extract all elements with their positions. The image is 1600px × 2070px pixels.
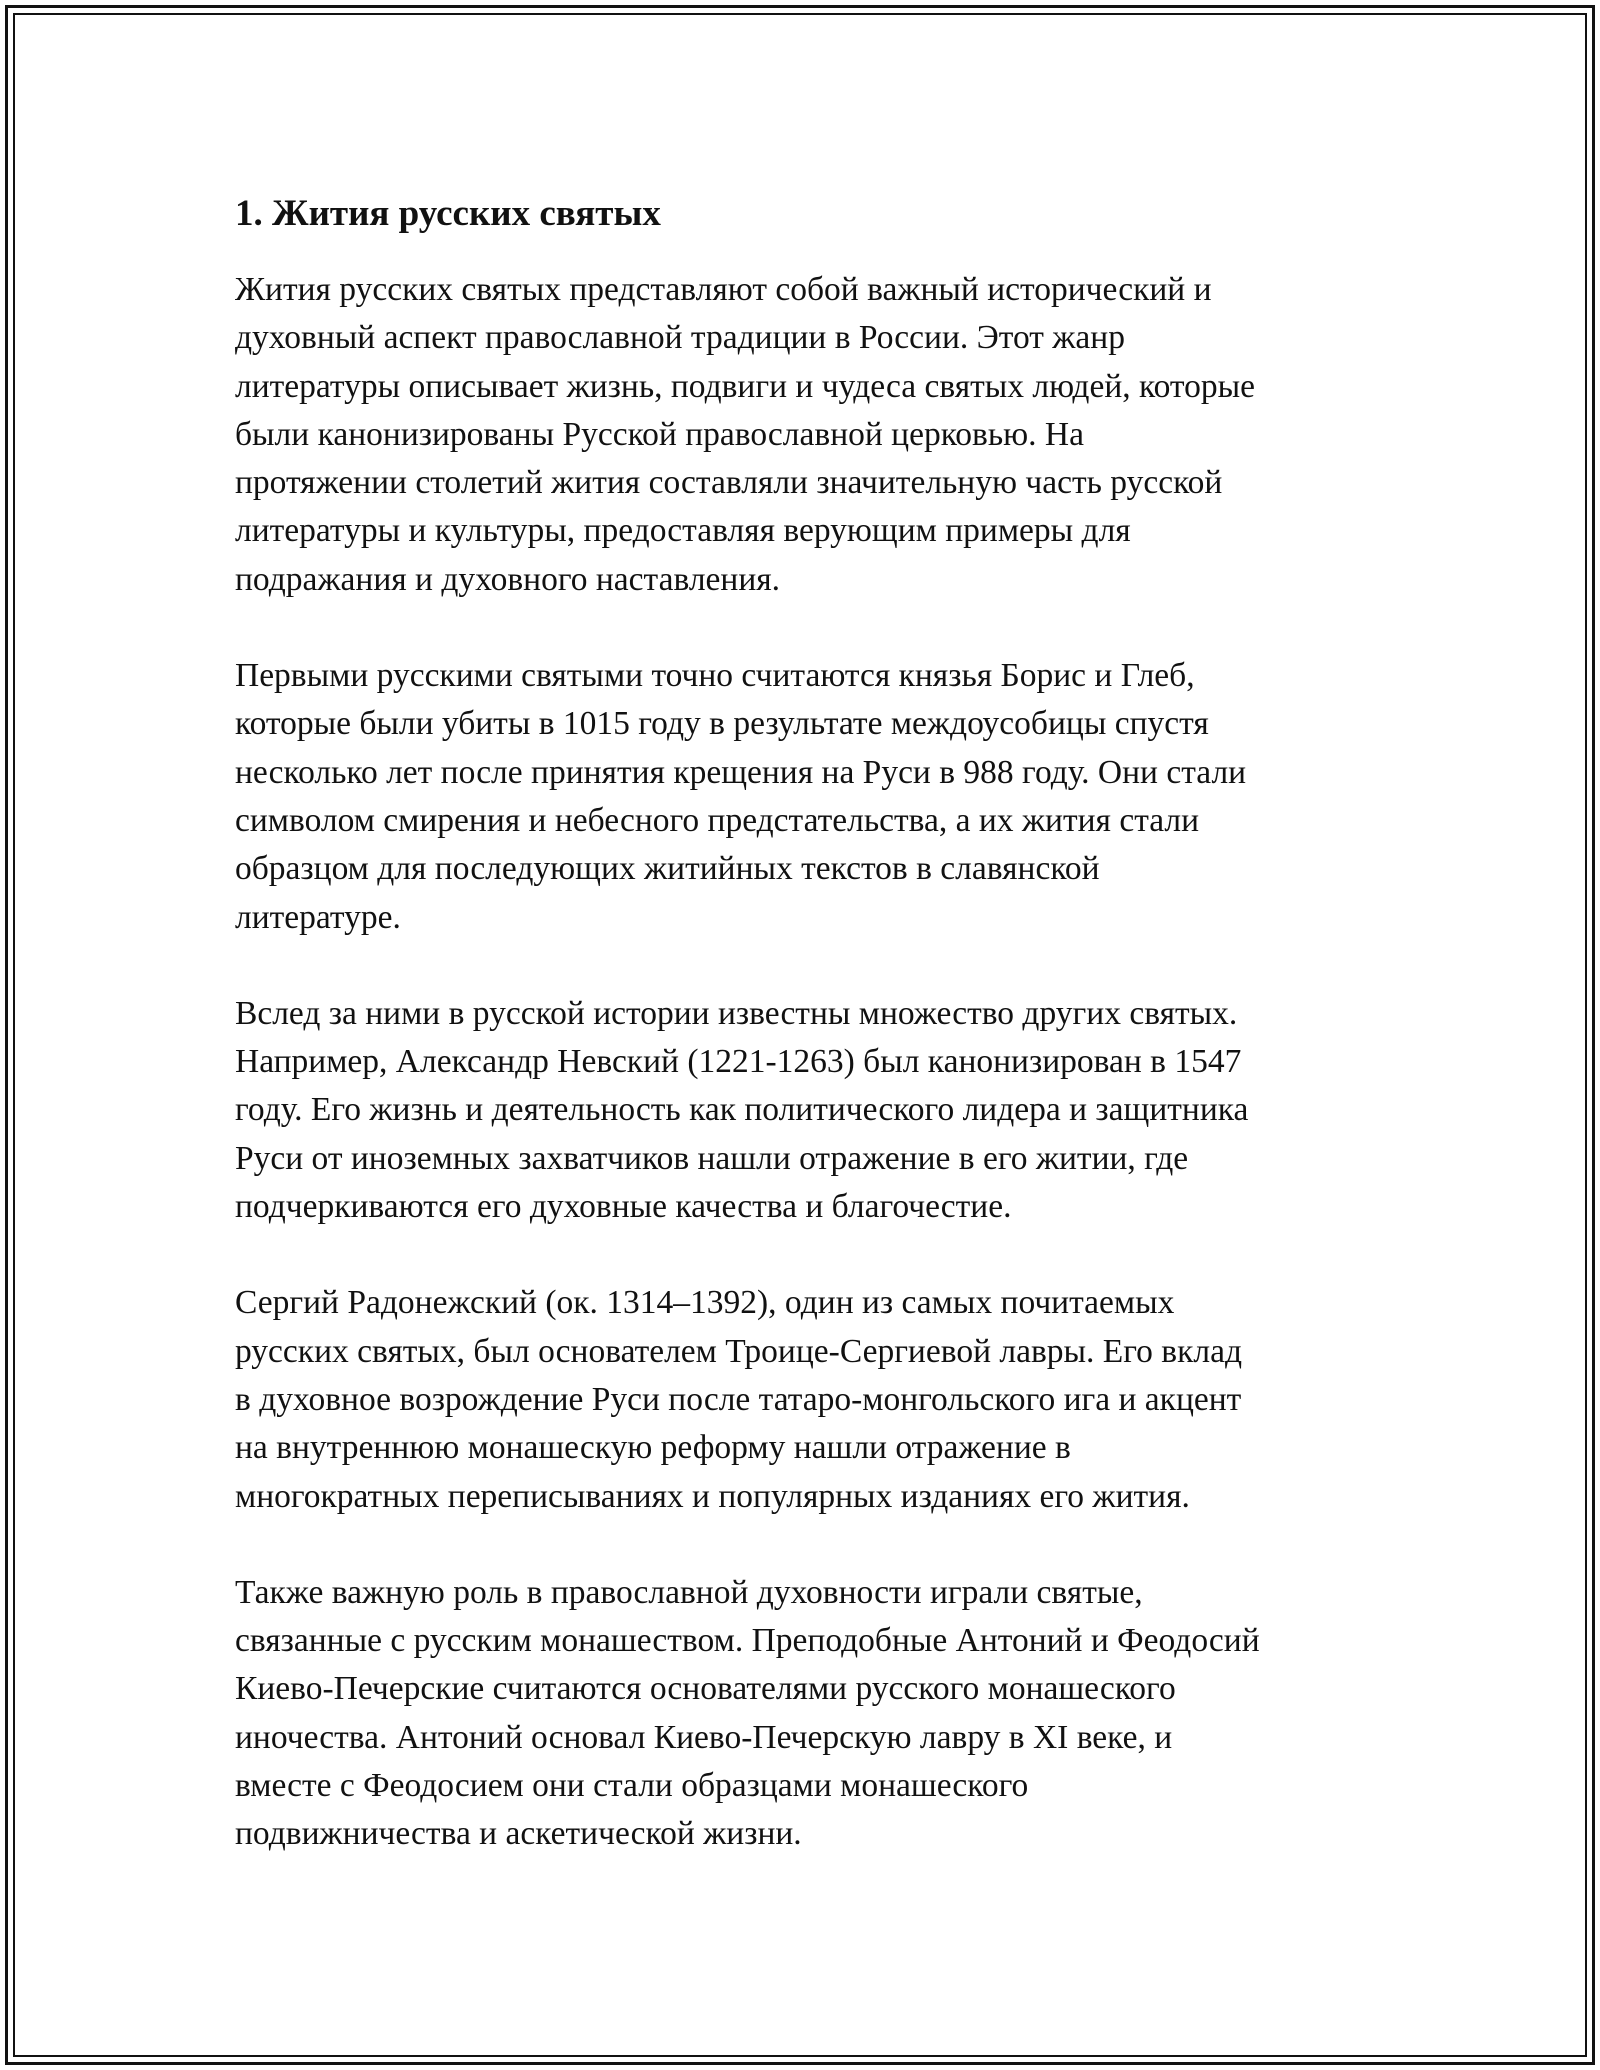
text-line: русских святых, был основателем Троице-Сергиевой лавры. Его вклад	[235, 1332, 1242, 1370]
text-line: литературы описывает жизнь, подвиги и чудеса святых людей, которые	[235, 367, 1255, 405]
text-line: Например, Александр Невский (1221-1263) был канонизирован в 1547	[235, 1043, 1242, 1081]
text-line: Жития русских святых представляют собой важный исторический и	[235, 271, 1212, 308]
paragraph-5	[235, 1569, 1385, 1859]
paragraph-4	[235, 1279, 1385, 1520]
section-heading: 1. Жития русских святых	[235, 193, 661, 234]
text-line: духовный аспект православной традиции в России. Этот жанр	[235, 319, 1125, 357]
text-line: Руси от иноземных захватчиков нашли отражение в его житии, где	[235, 1139, 1189, 1177]
text-line: Первыми русскими святыми точно считаются князья Борис и Глеб,	[235, 657, 1195, 695]
text-line: Сергий Радонежский (ок. 1314–1392), один из самых почитаемых	[235, 1284, 1175, 1322]
text-line: протяжении столетий жития составляли значительную часть русской	[235, 464, 1223, 502]
paragraph-2	[235, 652, 1385, 942]
paragraph-3	[235, 990, 1385, 1231]
text-line: Также важную роль в православной духовности играли святые,	[235, 1573, 1143, 1611]
text-line: которые были убиты в 1015 году в результате междоусобицы спустя	[235, 705, 1209, 743]
text-line: символом смирения и небесного предстательства, а их жития стали	[235, 801, 1200, 839]
text-line: несколько лет после принятия крещения на Руси в 988 году. Они стали	[235, 753, 1247, 791]
text-line: вместе с Феодосием они стали образцами монашеского	[235, 1767, 1029, 1805]
text-line: году. Его жизнь и деятельность как политического лидера и защитника	[235, 1091, 1249, 1129]
text-line: Киево-Печерские считаются основателями русского монашеского	[235, 1670, 1176, 1708]
paragraph-1	[235, 266, 1385, 604]
text-line: литературы и культуры, предоставляя верующим примеры для	[235, 512, 1131, 550]
text-line: подражания и духовного наставления.	[235, 560, 781, 598]
text-line: были канонизированы Русской православной церковью. На	[235, 415, 1084, 453]
text-line: литературе.	[235, 898, 401, 936]
text-line: многократных переписываниях и популярных изданиях его жития.	[235, 1477, 1190, 1515]
text-line: Вслед за ними в русской истории известны множество других святых.	[235, 994, 1238, 1032]
text-line: иночества. Антоний основал Киево-Печерскую лавру в XI веке, и	[235, 1718, 1173, 1756]
text-line: образцом для последующих житийных текстов в славянской	[235, 850, 1100, 888]
text-line: на внутреннюю монашескую реформу нашли отражение в	[235, 1429, 1071, 1467]
document-body	[235, 190, 1385, 1907]
text-line: связанные с русским монашеством. Преподобные Антоний и Феодосий	[235, 1622, 1260, 1660]
text-line: подвижничества и аскетической жизни.	[235, 1815, 802, 1853]
text-line: подчеркиваются его духовные качества и благочестие.	[235, 1188, 1012, 1226]
text-line: в духовное возрождение Руси после татаро-монгольского ига и акцент	[235, 1380, 1242, 1418]
